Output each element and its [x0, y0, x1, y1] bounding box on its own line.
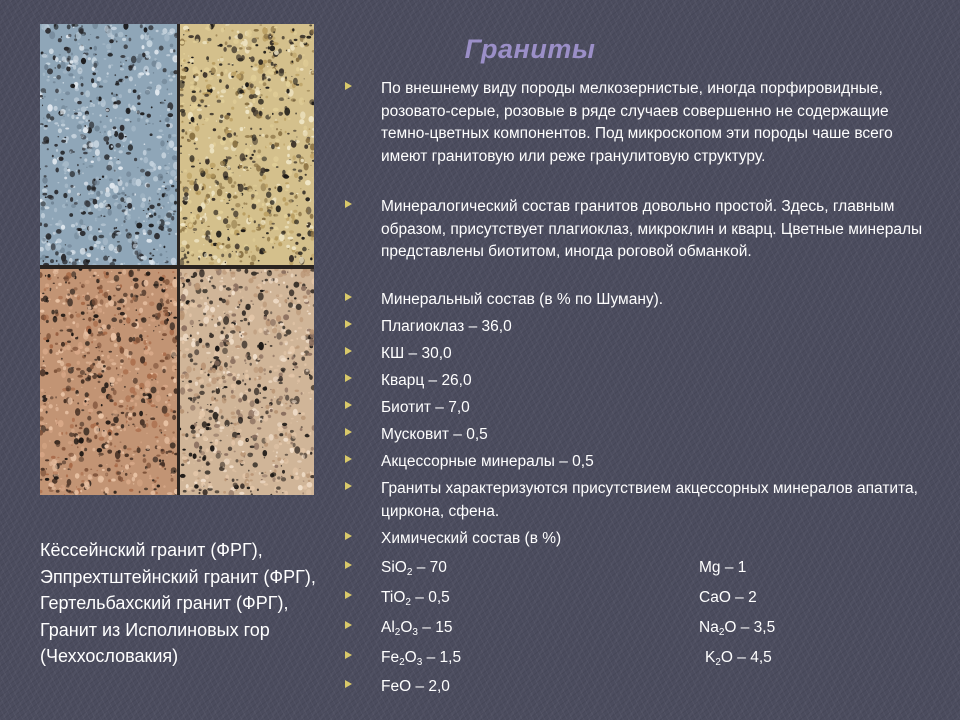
photo-caption: Кёссейнский гранит (ФРГ), Эппрехтштейнский гранит (ФРГ), Гертельбахский гранит (ФРГ), Гранит из Исполиновых гор (Чеххословакия) — [40, 540, 316, 666]
bullet-text: Граниты характеризуются присутствием акцессорных минералов апатита, циркона, сфена. — [381, 480, 918, 520]
granite-sample-yellow-beige — [180, 24, 314, 265]
triangle-bullet-icon — [345, 200, 352, 208]
bullet-text: Биотит – 7,0 — [381, 399, 470, 416]
chem-item: $Fe_2O_3 - 1,5$ — [381, 649, 462, 668]
chem-item: SiO$_2$ – 70 — [381, 559, 447, 578]
chem-item: Mg – 1 — [699, 559, 747, 576]
triangle-bullet-icon — [345, 428, 352, 436]
triangle-bullet-icon — [345, 651, 352, 659]
granite-photo-grid — [40, 24, 314, 495]
triangle-bullet-icon — [345, 401, 352, 409]
chem-item: FeO – 2,0 — [381, 678, 450, 695]
bullet-text: Минералогический состав гранитов довольно простой. Здесь, главным образом, присутствует плагиоклаз, микроклин и кварц. Цветные минералы представлены биотитом, иногда роговой обманкой. — [381, 198, 923, 260]
bullet-text: Минеральный состав (в % по Шуману). — [381, 291, 664, 308]
triangle-bullet-icon — [345, 374, 352, 382]
bullet-text: Плагиоклаз – 36,0 — [381, 318, 512, 335]
granite-sample-pink-beige — [180, 269, 314, 495]
chem-item: CaO – 2 — [699, 589, 757, 606]
chem-item: $K_2O - 4,5$ — [705, 649, 772, 668]
bullet-text: КШ – 30,0 — [381, 345, 452, 362]
bullet-text: Мусковит – 0,5 — [381, 426, 488, 443]
chem-item: TiO$_2$ – 0,5 — [381, 589, 450, 608]
triangle-bullet-icon — [345, 82, 352, 90]
triangle-bullet-icon — [345, 532, 352, 540]
triangle-bullet-icon — [345, 591, 352, 599]
triangle-bullet-icon — [345, 680, 352, 688]
chem-item: $Na_2O - 3,5$ — [699, 619, 776, 638]
bullet-text: Химический состав (в %) — [381, 530, 562, 547]
chem-item: $Al_2O_3 - 15$ — [381, 619, 453, 638]
bullet-text: Кварц – 26,0 — [381, 372, 472, 389]
bullet-text: Акцессорные минералы – 0,5 — [381, 453, 594, 470]
granite-sample-blue-gray — [40, 24, 177, 265]
triangle-bullet-icon — [345, 320, 352, 328]
triangle-bullet-icon — [345, 293, 352, 301]
triangle-bullet-icon — [345, 455, 352, 463]
triangle-bullet-icon — [345, 347, 352, 355]
triangle-bullet-icon — [345, 561, 352, 569]
bullet-text: По внешнему виду породы мелкозернистые, иногда порфировидные, розовато-серые, розовые в ряде случаев совершенно не содержащие темно-цветных компонентов. Под микроскопом эти породы чаше всего имеют гранитовую или реже гранулитовую структуру. — [381, 80, 893, 165]
slide-title: Граниты — [464, 34, 596, 64]
triangle-bullet-icon — [345, 482, 352, 490]
granite-sample-pink-brown — [40, 269, 177, 495]
triangle-bullet-icon — [345, 621, 352, 629]
